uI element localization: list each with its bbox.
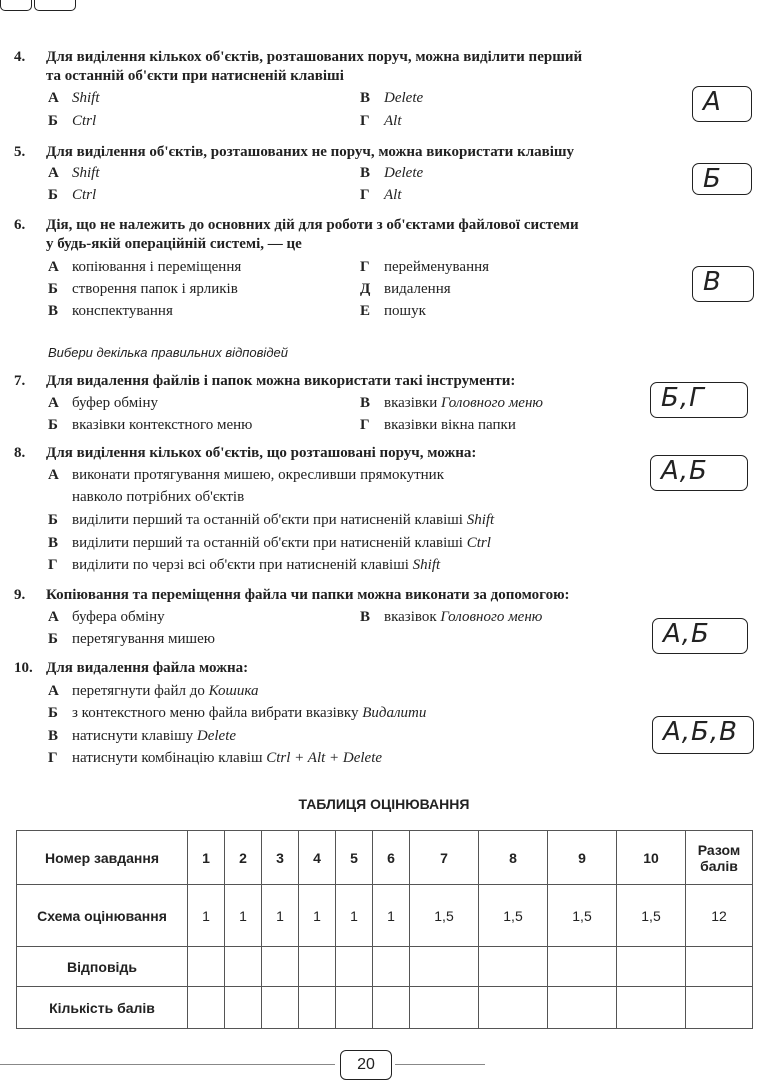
task-number-cell: 3 xyxy=(262,831,299,885)
q5-option-b: Б Ctrl xyxy=(48,187,97,203)
q7-answer-box[interactable]: Б,Г xyxy=(650,382,748,418)
points-cell[interactable] xyxy=(373,987,410,1029)
q6-option-a: А копіювання і переміщення xyxy=(48,259,242,275)
q8-answer-box[interactable]: А,Б xyxy=(650,455,748,491)
question-4-title: 4. Для виділення кількох об'єктів, розташованих поруч, можна виділити перший xyxy=(14,49,583,65)
answer-cell[interactable] xyxy=(373,947,410,987)
q5-answer-box[interactable]: Б xyxy=(692,163,752,195)
q5-option-v: В Delete xyxy=(360,165,424,181)
q4-option-g: Г Alt xyxy=(360,113,402,129)
q9-option-b: Б перетягування мишею xyxy=(48,631,215,647)
row-label-scoring: Схема оцінювання xyxy=(17,885,188,947)
answer-cell[interactable] xyxy=(225,947,262,987)
task-number-cell: 10 xyxy=(617,831,686,885)
task-number-cell: 2 xyxy=(225,831,262,885)
q9-option-v: В вказівок Головного меню xyxy=(360,609,543,625)
question-8-title: 8. Для виділення кількох об'єктів, що розташовані поруч, можна: xyxy=(14,445,477,461)
answer-cell[interactable] xyxy=(686,947,753,987)
q8-option-a: А виконати протягування мишею, окресливши прямокутник xyxy=(48,467,444,483)
answer-cell[interactable] xyxy=(336,947,373,987)
question-9-title: 9. Копіювання та переміщення файла чи папки можна виконати за допомогою: xyxy=(14,587,570,603)
table-row xyxy=(17,987,753,1029)
q6-option-g: Г перейменування xyxy=(360,259,490,275)
q10-answer-box[interactable]: А,Б,В xyxy=(652,716,754,754)
points-cell[interactable] xyxy=(225,987,262,1029)
points-cell[interactable] xyxy=(479,987,548,1029)
question-6-title-line2: у будь-якій операційній системі, — це xyxy=(46,236,302,252)
q4-option-v: В Delete xyxy=(360,90,424,106)
answer-cell[interactable] xyxy=(617,947,686,987)
answer-cell[interactable] xyxy=(548,947,617,987)
q6-option-v: В конспектування xyxy=(48,303,173,319)
points-cell[interactable] xyxy=(336,987,373,1029)
top-box-mark xyxy=(34,0,76,11)
points-cell[interactable] xyxy=(617,987,686,1029)
q8-option-g: Г виділити по черзі всі об'єкти при натисненій клавіші Shift xyxy=(48,557,441,573)
question-5-title: 5. Для виділення об'єктів, розташованих не поруч, можна використати клавішу xyxy=(14,144,575,160)
q4-option-b: Б Ctrl xyxy=(48,113,97,129)
question-6-title: 6. Дія, що не належить до основних дій для роботи з об'єктами файлової системи xyxy=(14,217,579,233)
row-label-answer: Відповідь xyxy=(17,947,188,987)
row-label-points: Кількість балів xyxy=(17,987,188,1029)
table-row xyxy=(17,947,753,987)
q10-option-a: А перетягнути файл до Кошика xyxy=(48,683,259,699)
q7-option-a: А буфер обміну xyxy=(48,395,158,411)
score-cell: 1,5 xyxy=(548,885,617,947)
row-label-task-number: Номер завдання xyxy=(17,831,188,885)
page-number: 20 xyxy=(340,1050,392,1080)
q6-option-b: Б створення папок і ярликів xyxy=(48,281,238,297)
points-cell[interactable] xyxy=(410,987,479,1029)
points-cell[interactable] xyxy=(188,987,225,1029)
q8-option-v: В виділити перший та останній об'єкти при натисненій клавіші Ctrl xyxy=(48,535,491,551)
question-7-title: 7. Для видалення файлів і папок можна використати такі інструменти: xyxy=(14,373,516,389)
task-number-cell: 6 xyxy=(373,831,410,885)
question-10-title: 10. Для видалення файла можна: xyxy=(14,660,249,676)
score-cell: 1 xyxy=(188,885,225,947)
score-cell: 1,5 xyxy=(617,885,686,947)
answer-cell[interactable] xyxy=(479,947,548,987)
answer-cell[interactable] xyxy=(262,947,299,987)
score-cell: 1 xyxy=(299,885,336,947)
q10-option-v: В натиснути клавішу Delete xyxy=(48,728,237,744)
q7-option-b: Б вказівки контекстного меню xyxy=(48,417,253,433)
task-number-cell: 5 xyxy=(336,831,373,885)
question-4-title-line2: та останній об'єкти при натисненій клавіші xyxy=(46,68,344,84)
task-number-cell: 4 xyxy=(299,831,336,885)
q5-option-g: Г Alt xyxy=(360,187,402,203)
q6-option-d: Д видалення xyxy=(360,281,451,297)
q4-option-a: А Shift xyxy=(48,90,100,106)
score-cell: 1,5 xyxy=(410,885,479,947)
task-number-cell: 7 xyxy=(410,831,479,885)
table-row xyxy=(17,831,753,885)
footer-rule-right xyxy=(395,1064,485,1065)
score-cell: 1 xyxy=(262,885,299,947)
points-cell[interactable] xyxy=(686,987,753,1029)
q10-option-b: Б з контекстного меню файла вибрати вказівку Видалити xyxy=(48,705,427,721)
footer-rule-left xyxy=(0,1064,335,1065)
q8-option-b: Б виділити перший та останній об'єкти при натисненій клавіші Shift xyxy=(48,512,495,528)
score-cell: 1,5 xyxy=(479,885,548,947)
total-score-cell: 12 xyxy=(686,885,753,947)
answer-cell[interactable] xyxy=(188,947,225,987)
q6-option-e: Е пошук xyxy=(360,303,426,319)
q10-option-g: Г натиснути комбінацію клавіш Ctrl + Alt + Delete xyxy=(48,750,383,766)
score-cell: 1 xyxy=(336,885,373,947)
points-cell[interactable] xyxy=(299,987,336,1029)
task-number-cell: 8 xyxy=(479,831,548,885)
score-cell: 1 xyxy=(373,885,410,947)
score-cell: 1 xyxy=(225,885,262,947)
total-header-cell: Разом балів xyxy=(686,831,753,885)
points-cell[interactable] xyxy=(548,987,617,1029)
q9-answer-box[interactable]: А,Б xyxy=(652,618,748,654)
q7-option-v: В вказівки Головного меню xyxy=(360,395,543,411)
grading-table xyxy=(16,830,753,1029)
answer-cell[interactable] xyxy=(299,947,336,987)
section-note: Вибери декілька правильних відповідей xyxy=(48,345,288,360)
task-number-cell: 9 xyxy=(548,831,617,885)
q5-option-a: А Shift xyxy=(48,165,100,181)
task-number-cell: 1 xyxy=(188,831,225,885)
grading-table-title: ТАБЛИЦЯ ОЦІНЮВАННЯ xyxy=(298,796,470,812)
q6-answer-box[interactable]: В xyxy=(692,266,754,302)
q4-answer-box[interactable]: А xyxy=(692,86,752,122)
q8-option-a-line2: навколо потрібних об'єктів xyxy=(72,489,245,505)
q7-option-g: Г вказівки вікна папки xyxy=(360,417,516,433)
table-row xyxy=(17,885,753,947)
points-cell[interactable] xyxy=(262,987,299,1029)
q9-option-a: А буфера обміну xyxy=(48,609,165,625)
top-left-corner-mark xyxy=(0,0,32,11)
answer-cell[interactable] xyxy=(410,947,479,987)
